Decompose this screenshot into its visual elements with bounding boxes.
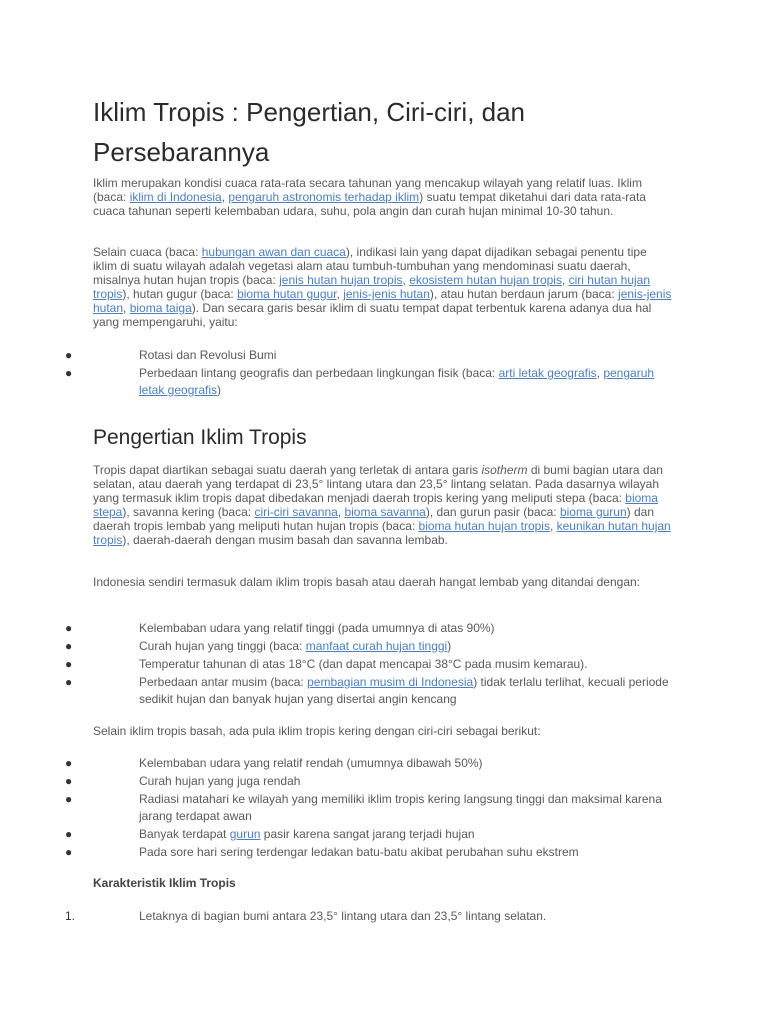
text: , (337, 505, 345, 519)
bullet-icon: ● (65, 845, 73, 859)
text: Kelembaban udara yang relatif rendah (umumnya dibawah 50%) (139, 756, 483, 770)
text: ), dan gurun pasir (baca: (425, 505, 560, 519)
text: Perbedaan antar musim (baca: (139, 675, 308, 689)
link-bioma-gurun[interactable]: bioma gurun (559, 505, 627, 519)
text: , (549, 519, 557, 533)
link-pengaruh-astronomis[interactable]: pengaruh astronomis terhadap iklim (228, 190, 420, 204)
link-bioma-stepa[interactable]: bioma stepa (93, 491, 658, 519)
list-item (65, 844, 673, 861)
list-item (65, 656, 673, 673)
list-item (65, 674, 673, 708)
link-hubungan-awan-cuaca[interactable]: hubungan awan dan cuaca (201, 245, 346, 259)
text: , (336, 287, 344, 301)
text: di bumi bagian utara dan selatan, atau daerah yang terdapat di 23,5° lintang utara dan 23,5° lintang selatan. Pada dasarnya wilayah yang termasuk iklim tropis dapat dibedakan menjadi daerah tropis kering yang meliputi stepa (baca: (93, 463, 663, 505)
intro-bullet-list (65, 347, 673, 399)
link-ciri-ciri-savanna[interactable]: ciri-ciri savanna (254, 505, 338, 519)
text: , (561, 273, 569, 287)
link-bioma-hutan-gugur[interactable]: bioma hutan gugur (237, 287, 337, 301)
section1-paragraph-3: Selain iklim tropis basah, ada pula iklim tropis kering dengan ciri-ciri sebagai berikut: (93, 724, 541, 738)
link-jenis-hutan-hujan-tropis[interactable]: jenis hutan hujan tropis (279, 273, 403, 287)
list-number: 1. (65, 909, 76, 923)
characteristics-list (65, 908, 673, 925)
text: Iklim merupakan kondisi cuaca rata-rata secara tahunan yang mencakup wilayah yang relatif luas. Iklim (baca: (93, 176, 642, 204)
bullet-icon: ● (65, 756, 73, 770)
text: , (221, 190, 229, 204)
text: Curah hujan yang tinggi (baca: (139, 639, 306, 653)
text: , (596, 366, 604, 380)
list-item (65, 791, 673, 825)
bullet-icon: ● (65, 792, 73, 806)
list-item (65, 620, 673, 637)
link-jenis-jenis-hutan-2[interactable]: jenis-jenis hutan (93, 287, 672, 315)
text: , (402, 273, 410, 287)
text: Curah hujan yang juga rendah (139, 774, 301, 788)
list-item (65, 826, 673, 843)
text: Tropis dapat diartikan sebagai suatu daerah yang terletak di antara garis (93, 463, 482, 477)
text: Kelembaban udara yang relatif tinggi (pada umumnya di atas 90%) (139, 621, 495, 635)
text: Perbedaan lintang geografis dan perbedaan lingkungan fisik (baca: (139, 366, 499, 380)
text: Rotasi dan Revolusi Bumi (139, 348, 277, 362)
text: ) (217, 383, 222, 397)
wet-climate-list (65, 620, 673, 708)
bullet-icon: ● (65, 348, 73, 362)
bullet-icon: ● (65, 366, 73, 380)
link-pembagian-musim-indonesia[interactable]: pembagian musim di Indonesia (307, 675, 474, 689)
text: ), daerah-daerah dengan musim basah dan savanna lembab. (122, 533, 448, 547)
dry-climate-list (65, 755, 673, 861)
section1-paragraph-1 (93, 463, 673, 547)
link-gurun[interactable]: gurun (229, 827, 261, 841)
bullet-icon: ● (65, 639, 73, 653)
text: Banyak terdapat (139, 827, 230, 841)
italic-term: isotherm (481, 463, 528, 477)
intro-paragraph-1 (93, 176, 673, 218)
page-title: Iklim Tropis : Pengertian, Ciri-ciri, dan Persebarannya (93, 97, 526, 167)
bullet-icon: ● (65, 774, 73, 788)
text: Radiasi matahari ke wilayah yang memiliki iklim tropis kering langsung tinggi dan maksimal karena jarang terdapat awan (139, 792, 662, 823)
intro-paragraph-2 (93, 245, 673, 329)
text: ), savanna kering (baca: (122, 505, 255, 519)
link-pengaruh-letak-geografis[interactable]: pengaruh letak geografis (139, 366, 655, 397)
bullet-icon: ● (65, 675, 73, 689)
text: pasir karena sangat jarang terjadi hujan (260, 827, 475, 841)
text: ) (447, 639, 452, 653)
list-item (65, 773, 673, 790)
link-iklim-di-indonesia[interactable]: iklim di Indonesia (129, 190, 222, 204)
text: ), atau hutan berdaun jarum (baca: (429, 287, 619, 301)
link-ekosistem-hutan-hujan-tropis[interactable]: ekosistem hutan hujan tropis (409, 273, 562, 287)
section-heading-karakteristik: Karakteristik Iklim Tropis (93, 876, 236, 890)
text: ), indikasi lain yang dapat dijadikan sebagai penentu tipe iklim di suatu wilayah adalah vegetasi alam atau tumbuh-tumbuhan yang mendominasi suatu daerah, misalnya hutan hujan tropis (baca: (93, 245, 647, 287)
link-bioma-hutan-hujan-tropis[interactable]: bioma hutan hujan tropis (418, 519, 550, 533)
text: ) suatu tempat diketahui dari data rata-rata cuaca tahunan seperti kelembaban udara, suhu, pola angin dan curah hujan minimal 10-30 tahun. (93, 190, 646, 218)
text: Temperatur tahunan di atas 18°C (dan dapat mencapai 38°C pada musim kemarau). (139, 657, 588, 671)
bullet-icon: ● (65, 827, 73, 841)
link-bioma-savanna[interactable]: bioma savanna (344, 505, 426, 519)
link-ciri-hutan-hujan-tropis[interactable]: ciri hutan hujan tropis (93, 273, 651, 301)
text: Selain cuaca (baca: (93, 245, 202, 259)
link-arti-letak-geografis[interactable]: arti letak geografis (498, 366, 597, 380)
link-bioma-taiga[interactable]: bioma taiga (129, 301, 192, 315)
section-heading-pengertian: Pengertian Iklim Tropis (93, 426, 307, 449)
list-item (65, 755, 673, 772)
list-item (65, 365, 673, 399)
text: ). Dan secara garis besar iklim di suatu tempat dapat terbentuk karena adanya dua hal yang mempengaruhi, yaitu: (93, 301, 652, 329)
bullet-icon: ● (65, 621, 73, 635)
list-item (65, 908, 673, 925)
link-jenis-jenis-hutan[interactable]: jenis-jenis hutan (343, 287, 430, 301)
text: Letaknya di bagian bumi antara 23,5° lintang utara dan 23,5° lintang selatan. (139, 909, 547, 923)
list-item (65, 638, 673, 655)
link-keunikan-hutan-hujan-tropis[interactable]: keunikan hutan hujan tropis (93, 519, 671, 547)
text: , (123, 301, 130, 315)
text: ), hutan gugur (baca: (122, 287, 238, 301)
bullet-icon: ● (65, 657, 73, 671)
text: Pada sore hari sering terdengar ledakan batu-batu akibat perubahan suhu ekstrem (139, 845, 579, 859)
text: ) tidak terlalu terlihat, kecuali periode sedikit hujan dan banyak hujan yang disertai angin kencang (139, 675, 669, 706)
link-manfaat-curah-hujan-tinggi[interactable]: manfaat curah hujan tinggi (305, 639, 448, 653)
list-item (65, 347, 673, 364)
section1-paragraph-2: Indonesia sendiri termasuk dalam iklim tropis basah atau daerah hangat lembab yang ditandai dengan: (93, 575, 641, 589)
text: ) dan daerah tropis lembab yang meliputi hutan hujan tropis (baca: (93, 505, 655, 533)
